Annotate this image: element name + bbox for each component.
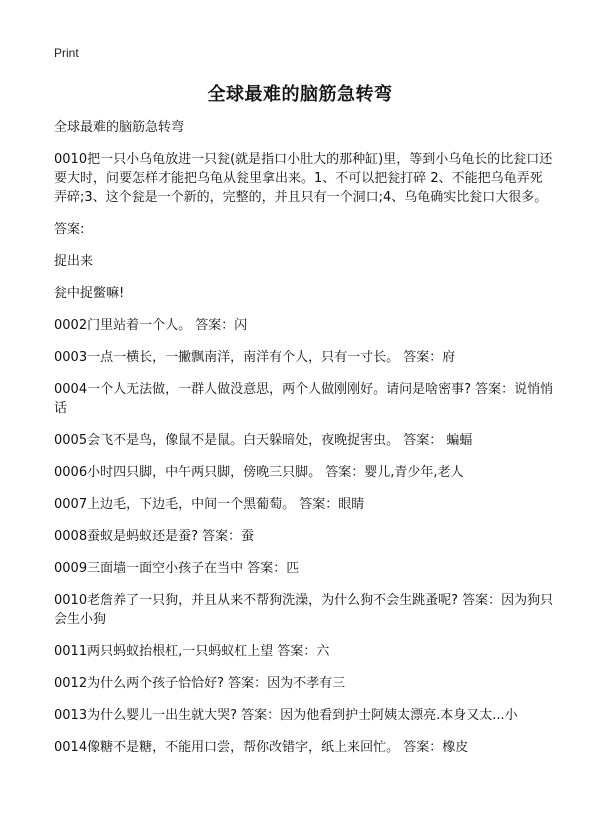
riddle-0012: 0012为什么两个孩子恰恰好? 答案：因为不孝有三: [54, 676, 346, 691]
document-body: [54, 118, 554, 769]
riddle-0004: 0004一个人无法做，一群人做没意思，两个人做刚刚好。请问是啥密事? 答案：说悄悄话: [54, 382, 554, 416]
riddle-0013: 0013为什么婴儿一出生就大哭? 答案：因为他看到护士阿姨太漂亮.本身又太...小: [54, 708, 518, 723]
riddle-0014: 0014像糖不是糖，不能用口尝，帮你改错字，纸上来回忙。 答案：橡皮: [54, 740, 469, 755]
riddle-0009: 0009三面墙一面空小孩子在当中 答案：匹: [54, 561, 300, 576]
riddle-0003: 0003一点一横长，一撇飘南洋，南洋有个人，只有一寸长。 答案：府: [54, 350, 456, 365]
riddle-0006: 0006小时四只脚，中午两只脚，傍晚三只脚。 答案：婴儿,青少年,老人: [54, 465, 464, 480]
riddle-0005: 0005会飞不是鸟，像鼠不是鼠。白天躲暗处，夜晚捉害虫。 答案： 蝙蝠: [54, 433, 473, 448]
riddle-0002: 0002门里站着一个人。 答案：闪: [54, 318, 248, 333]
riddle-0010-question: 0010把一只小乌龟放进一只瓮(就是指口小肚大的那种缸)里，等到小乌龟长的比瓮口还要大时，问要怎样才能把乌龟从瓮里拿出来。1、不可以把瓮打碎 2、不能把乌龟弄死弄碎;3、这个瓮是一个新的，完整的，并且只有一个洞口;4、乌龟确实比瓮口大很多。: [54, 152, 553, 205]
riddle-0007: 0007上边毛，下边毛，中间一个黑葡萄。 答案：眼睛: [54, 497, 365, 512]
riddle-0008: 0008蚕蚁是蚂蚁还是蚕? 答案：蚕: [54, 529, 255, 544]
riddle-0010-dog: 0010老詹养了一只狗，并且从来不帮狗洗澡，为什么狗不会生跳蚤呢? 答案：因为狗只会生小狗: [54, 593, 554, 627]
riddle-0011: 0011两只蚂蚁抬根杠,一只蚂蚁杠上望 答案：六: [54, 644, 330, 659]
answer-explanation: 瓮中捉鳖嘛!: [54, 286, 125, 301]
page-title: 全球最难的脑筋急转弯: [207, 84, 393, 105]
answer-label: 答案:: [54, 222, 85, 237]
answer-line: 捉出来: [54, 254, 94, 269]
subtitle-paragraph: 全球最难的脑筋急转弯: [54, 120, 185, 135]
print-link[interactable]: Print: [54, 46, 79, 60]
